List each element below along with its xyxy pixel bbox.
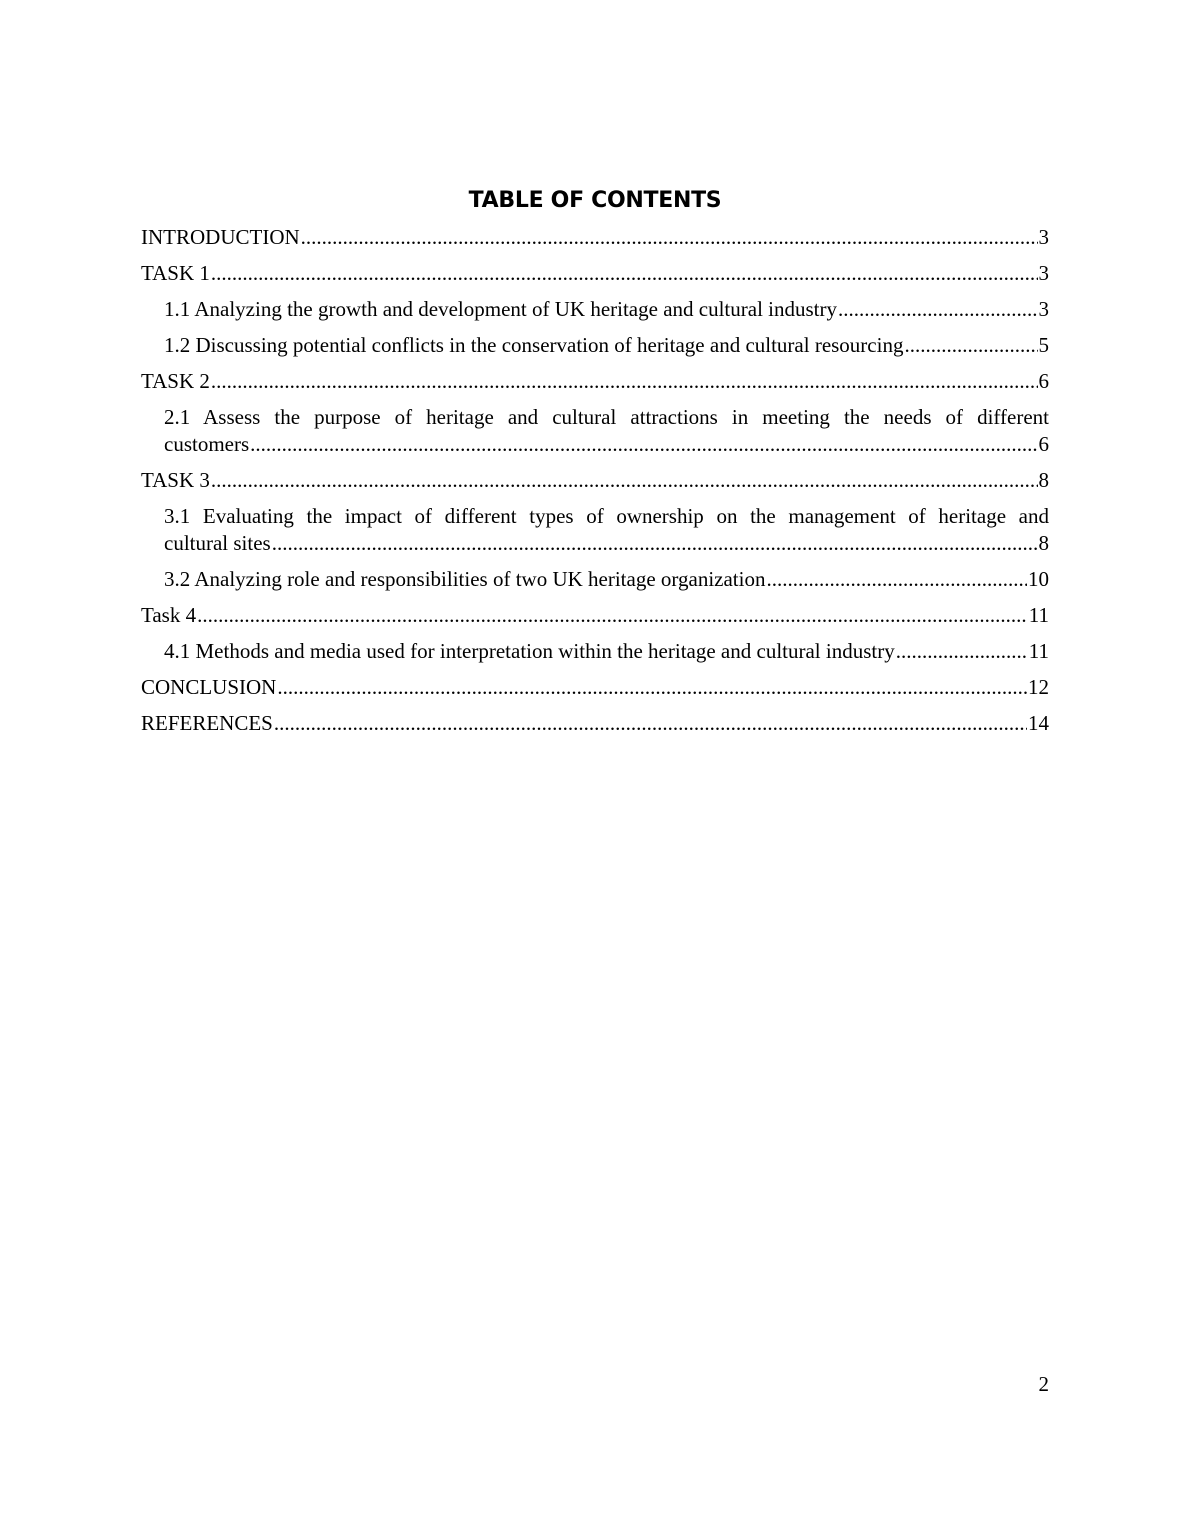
table-of-contents <box>141 224 1049 746</box>
toc-leader-dots <box>211 467 1038 494</box>
toc-leader-dots <box>211 368 1038 395</box>
toc-entry-page: 3 <box>1038 225 1049 249</box>
toc-entry-label: INTRODUCTION <box>141 225 300 249</box>
toc-leader-dots <box>272 530 1038 557</box>
toc-entry-page: 10 <box>1028 567 1049 591</box>
toc-entry-page: 6 <box>1038 369 1049 393</box>
toc-entry-label: REFERENCES <box>141 711 273 735</box>
toc-entry-task-1[interactable] <box>141 260 1049 287</box>
toc-leader-dots <box>277 674 1027 701</box>
toc-entry-task-4[interactable] <box>141 602 1049 629</box>
toc-entry-introduction[interactable] <box>141 224 1049 251</box>
toc-entry-1-2[interactable] <box>164 332 1049 359</box>
toc-entry-page: 8 <box>1038 468 1049 492</box>
toc-leader-dots <box>904 332 1037 359</box>
toc-entry-page: 12 <box>1028 675 1049 699</box>
toc-entry-label: 1.1 Analyzing the growth and development of UK heritage and cultural industry <box>164 297 837 321</box>
toc-entry-label: Task 4 <box>141 603 197 627</box>
toc-entry-conclusion[interactable] <box>141 674 1049 701</box>
toc-entry-label: 3.2 Analyzing role and responsibilities of two UK heritage organization <box>164 567 766 591</box>
toc-leader-dots <box>896 638 1028 665</box>
toc-entry-task-3[interactable] <box>141 467 1049 494</box>
toc-leader-dots <box>838 296 1038 323</box>
toc-entry-page: 3 <box>1038 297 1049 321</box>
toc-entry-page: 11 <box>1028 603 1049 627</box>
toc-entry-label: 1.2 Discussing potential conflicts in the conservation of heritage and cultural resourcing <box>164 333 904 357</box>
toc-leader-dots <box>197 602 1028 629</box>
page-title: TABLE OF CONTENTS <box>468 188 722 213</box>
toc-entry-label: TASK 3 <box>141 468 210 492</box>
toc-entry-task-2[interactable] <box>141 368 1049 395</box>
toc-leader-dots <box>274 710 1027 737</box>
toc-leader-dots <box>211 260 1038 287</box>
toc-entry-label: 4.1 Methods and media used for interpretation within the heritage and cultural industry <box>164 639 895 663</box>
toc-entry-label: TASK 1 <box>141 261 210 285</box>
toc-entry-page: 14 <box>1028 711 1049 735</box>
toc-entry-label-line2: cultural sites <box>164 531 271 555</box>
page-number: 2 <box>1038 1372 1049 1396</box>
toc-entry-page: 3 <box>1038 261 1049 285</box>
toc-entry-3-2[interactable] <box>164 566 1049 593</box>
toc-entry-page: 6 <box>1038 432 1049 456</box>
toc-leader-dots <box>250 431 1037 458</box>
toc-entry-page: 11 <box>1028 639 1049 663</box>
toc-entry-label-line1: 2.1 Assess the purpose of heritage and cultural attractions in meeting the needs of different <box>164 405 1049 429</box>
toc-entry-1-1[interactable] <box>164 296 1049 323</box>
toc-entry-2-1[interactable] <box>164 404 1049 458</box>
toc-entry-label: TASK 2 <box>141 369 210 393</box>
toc-entry-page: 8 <box>1038 531 1049 555</box>
toc-leader-dots <box>766 566 1027 593</box>
toc-leader-dots <box>301 224 1038 251</box>
toc-entry-3-1[interactable] <box>164 503 1049 557</box>
toc-entry-label: CONCLUSION <box>141 675 277 699</box>
toc-entry-label-line2: customers <box>164 432 250 456</box>
toc-entry-4-1[interactable] <box>164 638 1049 665</box>
toc-entry-label-line1: 3.1 Evaluating the impact of different types of ownership on the management of heritage and <box>164 504 1049 528</box>
toc-entry-page: 5 <box>1038 333 1049 357</box>
toc-entry-references[interactable] <box>141 710 1049 737</box>
